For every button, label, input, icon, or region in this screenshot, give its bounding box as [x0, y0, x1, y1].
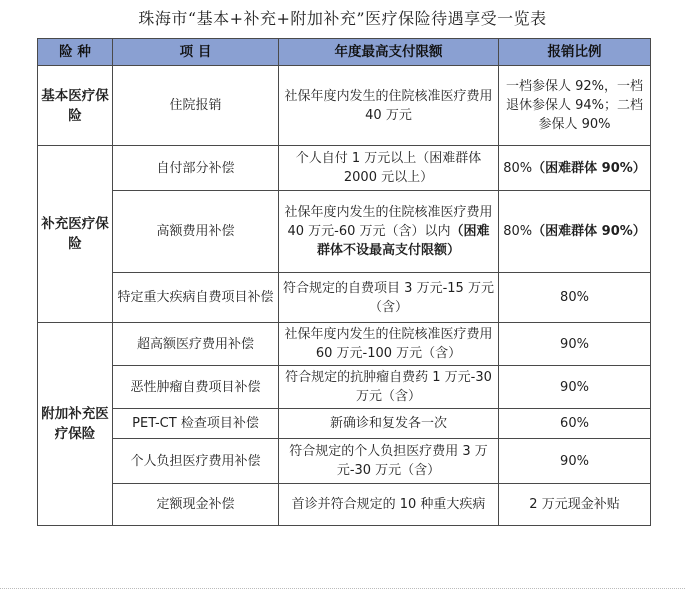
- ratio-cell: 90%: [499, 439, 651, 484]
- limit-cell: 符合规定的个人负担医疗费用 3 万元-30 万元（含）: [279, 439, 499, 484]
- bottom-divider: [0, 588, 685, 590]
- limit-note: （困难群体不设最高支付限额）: [316, 224, 490, 258]
- ratio-cell: 2 万元现金补贴: [499, 484, 651, 526]
- item-cell: 个人负担医疗费用补偿: [113, 439, 279, 484]
- header-item: 项 目: [113, 39, 279, 66]
- ratio-cell: 90%: [499, 366, 651, 409]
- item-cell: 特定重大疾病自费项目补偿: [113, 273, 279, 323]
- limit-cell: 社保年度内发生的住院核准医疗费用 60 万元-100 万元（含）: [279, 323, 499, 366]
- header-ratio: 报销比例: [499, 39, 651, 66]
- ratio-cell: 80%: [499, 273, 651, 323]
- ratio-note: （困难群体 90%）: [532, 160, 646, 176]
- table-row: [38, 409, 651, 439]
- category-supplementary: 补充医疗保险: [38, 146, 113, 323]
- ratio-cell: 60%: [499, 409, 651, 439]
- category-additional: 附加补充医疗保险: [38, 323, 113, 526]
- item-cell: 定额现金补偿: [113, 484, 279, 526]
- item-cell: 高额费用补偿: [113, 191, 279, 273]
- ratio-cell: 一档参保人 92%，一档退休参保人 94%；二档参保人 90%: [499, 66, 651, 146]
- header-insurance-type: 险 种: [38, 39, 113, 66]
- limit-cell: 首诊并符合规定的 10 种重大疾病: [279, 484, 499, 526]
- table-row: [38, 323, 651, 366]
- category-basic: 基本医疗保险: [38, 66, 113, 146]
- item-cell: 住院报销: [113, 66, 279, 146]
- table-row: [38, 484, 651, 526]
- benefits-table: [37, 38, 651, 526]
- ratio-cell: 90%: [499, 323, 651, 366]
- limit-cell: 社保年度内发生的住院核准医疗费用 40 万元: [279, 66, 499, 146]
- limit-cell: 符合规定的抗肿瘤自费药 1 万元-30 万元（含）: [279, 366, 499, 409]
- table-header-row: [38, 39, 651, 66]
- limit-value: 社保年度内发生的住院核准医疗费用 40 万元-60 万元（含）以内: [284, 205, 493, 239]
- limit-cell: 符合规定的自费项目 3 万元-15 万元（含）: [279, 273, 499, 323]
- table-row: [38, 66, 651, 146]
- ratio-value: 80%: [503, 224, 533, 239]
- header-annual-limit: 年度最高支付限额: [279, 39, 499, 66]
- ratio-value: 80%: [503, 160, 533, 176]
- table-row: [38, 146, 651, 191]
- ratio-note: （困难群体 90%）: [532, 224, 646, 239]
- item-cell: 自付部分补偿: [113, 146, 279, 191]
- limit-cell: 新确诊和复发各一次: [279, 409, 499, 439]
- item-cell: PET-CT 检查项目补偿: [113, 409, 279, 439]
- ratio-cell: [499, 146, 651, 191]
- table-row: [38, 439, 651, 484]
- item-cell: 恶性肿瘤自费项目补偿: [113, 366, 279, 409]
- item-cell: 超高额医疗费用补偿: [113, 323, 279, 366]
- limit-cell: [279, 191, 499, 273]
- limit-cell: 个人自付 1 万元以上（困难群体 2000 元以上）: [279, 146, 499, 191]
- page-title: 珠海市“基本+补充+附加补充”医疗保险待遇享受一览表: [138, 9, 547, 28]
- table-row: [38, 191, 651, 273]
- ratio-cell: [499, 191, 651, 273]
- table-row: [38, 273, 651, 323]
- table-row: [38, 366, 651, 409]
